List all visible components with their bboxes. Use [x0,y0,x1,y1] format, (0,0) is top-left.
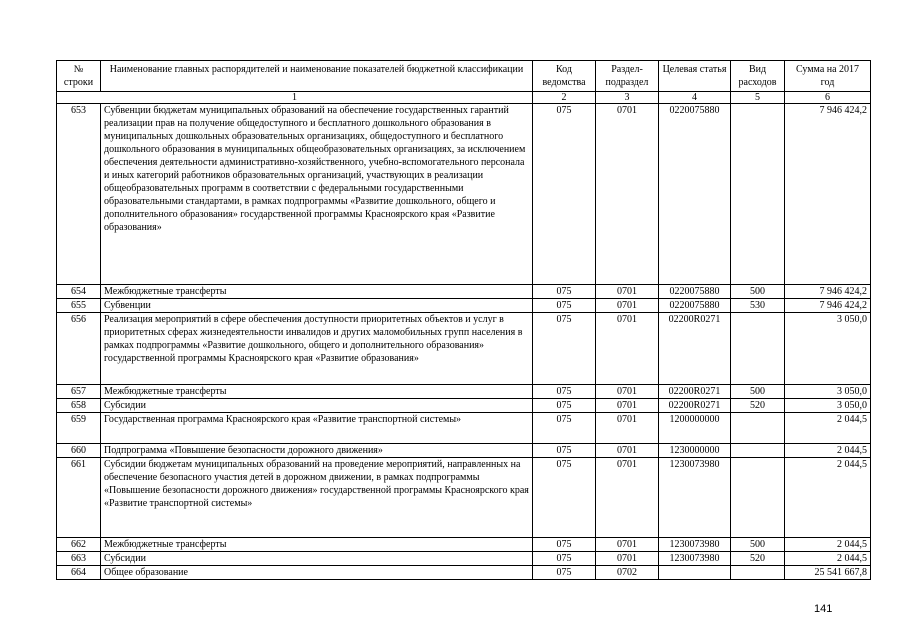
row-section: 0701 [596,538,659,552]
row-section: 0702 [596,566,659,580]
row-target: 02200R0271 [659,313,731,385]
row-no: 661 [57,458,101,538]
row-no: 656 [57,313,101,385]
table-row [57,299,871,313]
row-name: Субвенции бюджетам муниципальных образований на обеспечение государственных гарантий реализации прав на получение общедоступного и бесплатного дошкольного образования в муниципальных дошкольных образовательных организациях, общедоступного и бесплатного дошкольного образования в муниципальных общеобразовательных организациях, за исключением обеспечения деятельности административно-хозяйственного, учебно-вспомогательного персонала и иных категорий работников образовательных организаций, участвующих в реализации общеобразовательных программ в соответствии с федеральными государственными образовательными стандартами, в рамках подпрограммы «Развитие дошкольного, общего и дополнительного образования» государственной программы Красноярского края «Развитие образования» [101,104,533,285]
row-no: 654 [57,285,101,299]
row-name: Субсидии [101,399,533,413]
row-expense-type: 500 [731,285,785,299]
row-no: 659 [57,413,101,444]
row-target: 1200000000 [659,413,731,444]
row-expense-type [731,566,785,580]
row-dept: 075 [533,299,596,313]
row-no: 660 [57,444,101,458]
row-expense-type [731,104,785,285]
row-amount: 7 946 424,2 [785,299,871,313]
row-no: 657 [57,385,101,399]
row-target: 0220075880 [659,285,731,299]
column-number-1: 1 [57,92,533,104]
row-no: 662 [57,538,101,552]
row-dept: 075 [533,444,596,458]
row-dept: 075 [533,285,596,299]
row-target: 1230073980 [659,458,731,538]
row-amount: 7 946 424,2 [785,104,871,285]
row-amount: 2 044,5 [785,444,871,458]
row-amount: 3 050,0 [785,313,871,385]
row-target: 0220075880 [659,299,731,313]
row-amount: 7 946 424,2 [785,285,871,299]
row-dept: 075 [533,566,596,580]
row-target: 1230000000 [659,444,731,458]
row-no: 653 [57,104,101,285]
row-target: 0220075880 [659,104,731,285]
column-number-2: 2 [533,92,596,104]
row-section: 0701 [596,444,659,458]
row-section: 0701 [596,413,659,444]
row-amount: 2 044,5 [785,552,871,566]
row-name: Межбюджетные трансферты [101,385,533,399]
row-expense-type: 500 [731,538,785,552]
row-dept: 075 [533,413,596,444]
table-row [57,313,871,385]
row-amount: 2 044,5 [785,538,871,552]
row-section: 0701 [596,313,659,385]
table-row [57,385,871,399]
row-expense-type [731,458,785,538]
row-name: Межбюджетные трансферты [101,538,533,552]
row-target: 02200R0271 [659,385,731,399]
row-dept: 075 [533,399,596,413]
row-no: 664 [57,566,101,580]
header-row [57,61,871,92]
row-section: 0701 [596,299,659,313]
table-row [57,399,871,413]
row-target: 1230073980 [659,552,731,566]
row-dept: 075 [533,385,596,399]
row-name: Субсидии бюджетам муниципальных образований на проведение мероприятий, направленных на обеспечение безопасного участия детей в дорожном движении, в рамках подпрограммы «Повышение безопасности дорожного движения» государственной программы Красноярского края «Развитие транспортной системы» [101,458,533,538]
row-section: 0701 [596,385,659,399]
row-name: Субсидии [101,552,533,566]
row-target: 1230073980 [659,538,731,552]
table-row [57,458,871,538]
row-dept: 075 [533,538,596,552]
header-name: Наименование главных распорядителей и наименование показателей бюджетной классификации [101,61,533,92]
row-name: Субвенции [101,299,533,313]
row-expense-type: 520 [731,552,785,566]
row-amount: 3 050,0 [785,399,871,413]
row-no: 658 [57,399,101,413]
page-number: 141 [814,603,833,615]
table-row [57,552,871,566]
row-name: Подпрограмма «Повышение безопасности дорожного движения» [101,444,533,458]
row-dept: 075 [533,104,596,285]
row-section: 0701 [596,285,659,299]
row-section: 0701 [596,458,659,538]
row-name: Общее образование [101,566,533,580]
row-expense-type: 520 [731,399,785,413]
row-target: 02200R0271 [659,399,731,413]
column-number-row [57,92,871,104]
row-amount: 2 044,5 [785,413,871,444]
row-expense-type [731,444,785,458]
row-no: 663 [57,552,101,566]
row-dept: 075 [533,458,596,538]
header-no: № строки [57,61,101,92]
header-target: Целевая статья [659,61,731,92]
table-row [57,104,871,285]
row-name: Межбюджетные трансферты [101,285,533,299]
row-no: 655 [57,299,101,313]
row-amount: 2 044,5 [785,458,871,538]
row-dept: 075 [533,552,596,566]
table-row [57,566,871,580]
row-name: Государственная программа Красноярского края «Развитие транспортной системы» [101,413,533,444]
header-expense-type: Вид расходов [731,61,785,92]
row-section: 0701 [596,104,659,285]
column-number-5: 5 [731,92,785,104]
column-number-4: 4 [659,92,731,104]
row-expense-type: 530 [731,299,785,313]
table-row [57,538,871,552]
column-number-6: 6 [785,92,871,104]
table-row [57,285,871,299]
column-number-3: 3 [596,92,659,104]
row-section: 0701 [596,552,659,566]
row-dept: 075 [533,313,596,385]
row-section: 0701 [596,399,659,413]
header-dept: Код ведомства [533,61,596,92]
header-section: Раздел-подраздел [596,61,659,92]
budget-table [56,60,871,580]
row-target [659,566,731,580]
row-amount: 25 541 667,8 [785,566,871,580]
row-expense-type [731,413,785,444]
row-expense-type: 500 [731,385,785,399]
row-name: Реализация мероприятий в сфере обеспечения доступности приоритетных объектов и услуг в приоритетных сферах жизнедеятельности инвалидов и других маломобильных групп населения в рамках подпрограммы «Развитие дошкольного, общего и дополнительного образования» государственной программы Красноярского края «Развитие образования» [101,313,533,385]
row-amount: 3 050,0 [785,385,871,399]
table-row [57,413,871,444]
header-amount: Сумма на 2017 год [785,61,871,92]
row-expense-type [731,313,785,385]
table-row [57,444,871,458]
